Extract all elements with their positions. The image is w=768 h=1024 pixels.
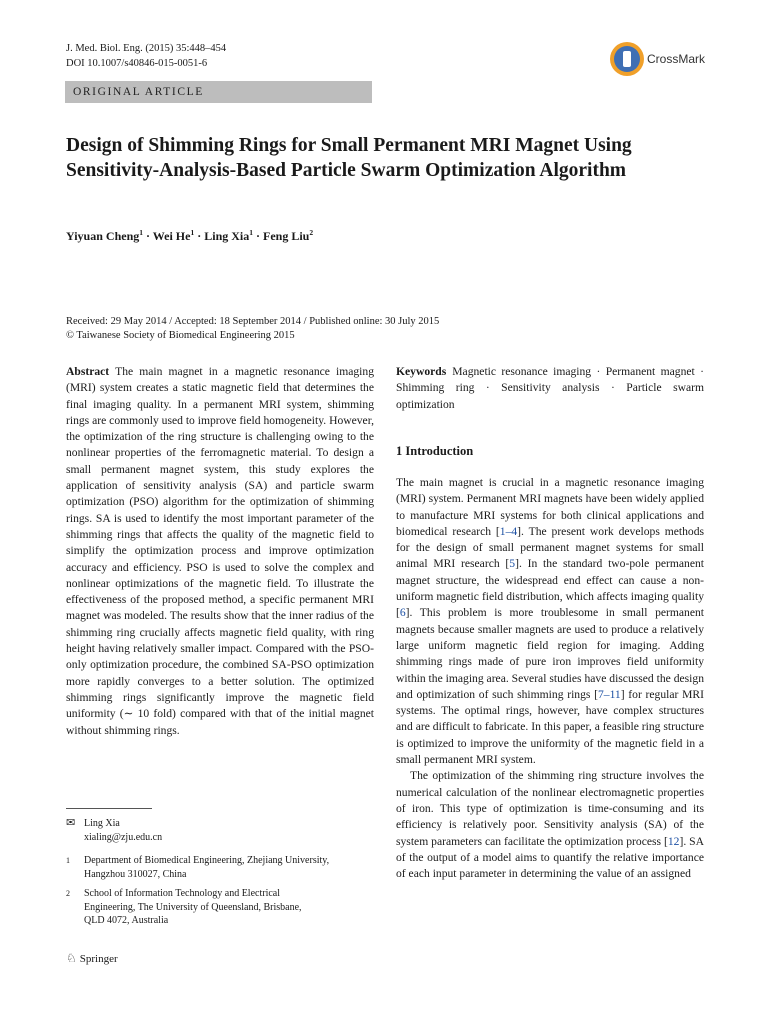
citation-link[interactable]: 6 bbox=[399, 606, 406, 620]
affiliation-number: 1 bbox=[66, 856, 70, 865]
keywords-section bbox=[396, 364, 704, 413]
paper-title: Design of Shimming Rings for Small Permanent MRI Magnet Using Sensitivity-Analysis-Based Particle Swarm Optimization Algorithm bbox=[66, 135, 632, 181]
affiliation-line: Engineering, The University of Queensland, Brisbane, bbox=[84, 901, 302, 913]
journal-name-line: J. Med. Biol. Eng. (2015) 35:448–454 bbox=[66, 43, 227, 54]
author-affiliation-mark: 2 bbox=[309, 228, 314, 237]
author-name[interactable]: Feng Liu bbox=[263, 229, 310, 243]
publisher-mark bbox=[66, 951, 118, 966]
copyright-notice: © Taiwanese Society of Biomedical Engineering 2015 bbox=[66, 330, 295, 341]
publisher-name: Springer bbox=[79, 952, 118, 965]
crossmark-label: CrossMark bbox=[647, 52, 706, 66]
abstract-text: The main magnet in a magnetic resonance imaging (MRI) system creates a static magnetic field that determines the final imaging quality. In a permanent MRI system, shimming rings are commonly used to improve field homogeneity. However, the optimization of the ring structure is challenging owing to the nonlinear properties of the ferromagnetic material. To design a small permanent magnet system, this study explores the application of sensitivity analysis (SA) and particle swarm optimization (PSO) algorithm for the optimization of shimming rings. SA is used to identify the most important parameter of the shimming rings that affects the quality of the magnetic field to simplify the optimization process and improve optimization accuracy and efficiency. PSO is used to solve the complex and nonlinear optimizations of the magnetic field. To illustrate the effectiveness of the proposed method, a specific permanent MRI magnet was modeled. The results show that the inner radius of the shimming ring crucially affects magnetic field quality, with ring height having relatively smaller impact. Compared with the PSO-only optimization procedure, the combined SA-PSO optimization more rapidly converges to a better solution. The optimized shimming rings significantly improve the magnetic field uniformity (∼ 10 fold) compared with that of the initial magnet without shimming rings. bbox=[66, 365, 374, 737]
author-separator: · bbox=[253, 229, 264, 243]
springer-horse-icon: ♘ bbox=[66, 951, 77, 965]
citation-link[interactable]: 7–11 bbox=[597, 687, 621, 701]
introduction-body bbox=[396, 475, 704, 882]
paragraph-text: The main magnet is crucial in a magnetic resonance imaging (MRI) system. Permanent MRI magnets have been widely applied to manufacture MRI systems for both clinical applications and biomedical research [ bbox=[396, 476, 704, 538]
footnote-divider bbox=[66, 808, 152, 809]
citation-link[interactable]: 12 bbox=[667, 834, 680, 848]
affiliation-line: Department of Biomedical Engineering, Zhejiang University, bbox=[84, 855, 330, 866]
publication-history bbox=[66, 315, 439, 343]
affiliation-line: Hangzhou 310027, China bbox=[84, 868, 187, 880]
envelope-icon: ✉ bbox=[66, 817, 76, 829]
author-name[interactable]: Ling Xia bbox=[204, 229, 250, 243]
author-name[interactable]: Yiyuan Cheng bbox=[66, 229, 140, 243]
received-dates: Received: 29 May 2014 / Accepted: 18 September 2014 / Published online: 30 July 2015 bbox=[66, 316, 440, 327]
abstract-section bbox=[66, 364, 374, 739]
author-affiliation-mark: 1 bbox=[139, 228, 143, 237]
journal-citation bbox=[66, 41, 226, 71]
author-name[interactable]: Wei He bbox=[152, 229, 191, 243]
author-separator: · bbox=[194, 229, 205, 243]
author-affiliation-mark: 1 bbox=[190, 228, 195, 237]
corresponding-author-name: Ling Xia bbox=[84, 818, 120, 829]
intro-paragraph-2 bbox=[396, 768, 704, 882]
paragraph-text: ]. This problem is more troublesome in small permanent magnets because smaller magnets are used to produce a relatively large uniform magnetic field region for imaging. Adding shimming rings made of pure iron improves field uniformity within the imaging area. Several studies have discussed the design and optimization of such shimming rings [ bbox=[396, 606, 704, 701]
author-affiliation-mark: 1 bbox=[249, 228, 253, 237]
crossmark-logo-icon bbox=[610, 42, 644, 76]
introduction-heading: 1 Introduction bbox=[396, 444, 474, 458]
paragraph-text: The optimization of the shimming ring structure involves the numerical calculation of the nonlinear electromagnetic properties of iron. This type of optimization is time-consuming and its efficiency is relatively poor. Sensitivity analysis (SA) of the system parameters can facilitate the optimization process [ bbox=[396, 769, 704, 848]
corresponding-author-note bbox=[66, 817, 366, 844]
paragraph-text: ] for regular MRI systems. The optimal rings, however, have complex structures and are difficult to fabricate. In this paper, a feasible ring structure is optimized to improve the uniformity of the magnetic field in a small permanent MRI system. bbox=[396, 687, 704, 767]
author-list bbox=[66, 228, 313, 244]
corresponding-author-email[interactable]: xialing@zju.edu.cn bbox=[84, 831, 163, 843]
affiliation-line: School of Information Technology and Electrical bbox=[84, 888, 281, 899]
citation-link[interactable]: 1–4 bbox=[499, 524, 518, 538]
paragraph-text: ]. SA of the output of a model aims to quantify the relative importance of each input parameter in determining the value of an assigned bbox=[396, 834, 704, 881]
keywords-text: Magnetic resonance imaging · Permanent magnet · Shimming ring · Sensitivity analysis · Particle swarm optimization bbox=[396, 365, 704, 411]
doi-line[interactable]: DOI 10.1007/s40846-015-0051-6 bbox=[66, 58, 208, 69]
crossmark-badge[interactable] bbox=[610, 39, 710, 79]
paragraph-text: ]. The present work develops methods for the design of small permanent magnet systems for small animal MRI research [ bbox=[396, 524, 705, 571]
citation-link[interactable]: 5 bbox=[509, 557, 516, 571]
author-separator: · bbox=[143, 229, 153, 243]
article-type-banner: ORIGINAL ARTICLE bbox=[65, 81, 372, 103]
paragraph-text: ]. In the standard two-pole permanent magnet structure, the widespread end effect can cause a non-uniform magnetic field distribution, which affects imaging quality [ bbox=[396, 557, 704, 620]
affiliation-line: QLD 4072, Australia bbox=[84, 915, 169, 926]
keywords-label: Keywords bbox=[396, 365, 447, 378]
affiliation-note-2 bbox=[66, 887, 366, 928]
abstract-label: Abstract bbox=[66, 365, 110, 378]
intro-paragraph-1 bbox=[396, 475, 704, 768]
affiliation-number: 2 bbox=[66, 889, 70, 898]
affiliation-note-1 bbox=[66, 854, 366, 881]
